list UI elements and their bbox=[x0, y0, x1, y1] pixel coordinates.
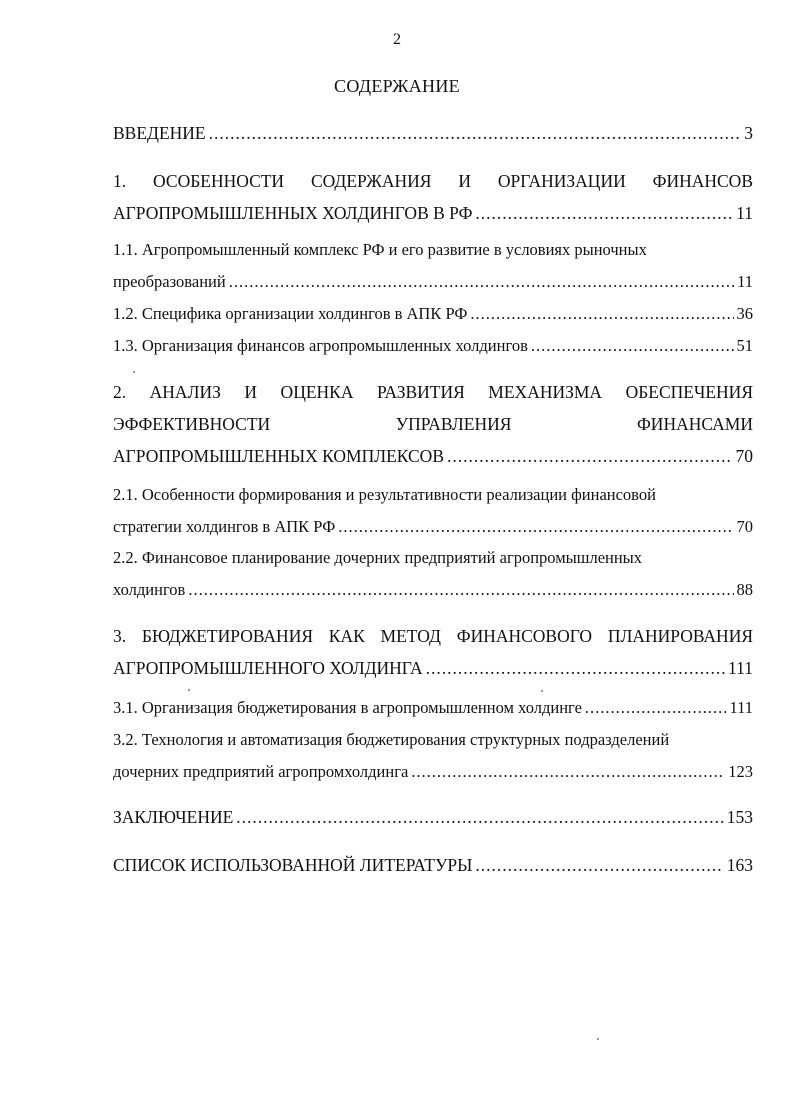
toc-entry-line: 1. ОСОБЕННОСТИ СОДЕРЖАНИЯ И ОРГАНИЗАЦИИ ФИНАНСОВ bbox=[113, 171, 753, 191]
toc-entry-section-2-1[interactable] bbox=[113, 479, 753, 543]
toc-entry-introduction[interactable] bbox=[113, 117, 753, 149]
toc-entry-references[interactable] bbox=[113, 849, 753, 881]
toc-entry-line: ЭФФЕКТИВНОСТИ УПРАВЛЕНИЯ ФИНАНСАМИ bbox=[113, 414, 753, 434]
toc-page-number: 123 bbox=[728, 762, 753, 781]
dot-leader bbox=[229, 266, 734, 298]
toc-page-number: 3 bbox=[744, 123, 753, 143]
toc-entry-section-1-2[interactable] bbox=[113, 298, 753, 330]
dot-leader bbox=[188, 574, 733, 606]
toc-page-number: 11 bbox=[737, 272, 753, 291]
page-title: СОДЕРЖАНИЕ bbox=[334, 76, 460, 96]
dot-leader bbox=[470, 298, 733, 330]
dot-leader bbox=[585, 692, 727, 724]
toc-page-number: 70 bbox=[736, 517, 753, 536]
toc-entry-chapter-2[interactable] bbox=[113, 376, 753, 472]
dot-leader bbox=[209, 117, 742, 149]
toc-page-number: 111 bbox=[729, 698, 753, 717]
toc-entry-label: холдингов bbox=[113, 580, 186, 599]
dot-leader bbox=[475, 849, 723, 881]
toc-entry-label: 1.2. Специфика организации холдингов в АПК РФ bbox=[113, 304, 468, 323]
toc-entry-label: СПИСОК ИСПОЛЬЗОВАННОЙ ЛИТЕРАТУРЫ bbox=[113, 855, 473, 875]
dot-leader bbox=[447, 440, 733, 472]
toc-page-number: 153 bbox=[726, 807, 753, 827]
toc-entry-section-2-2[interactable] bbox=[113, 542, 753, 606]
toc-entry-line: 2. АНАЛИЗ И ОЦЕНКА РАЗВИТИЯ МЕХАНИЗМА ОБЕСПЕЧЕНИЯ bbox=[113, 382, 753, 402]
toc-entry-chapter-3[interactable] bbox=[113, 620, 753, 684]
toc-entry-label: ЗАКЛЮЧЕНИЕ bbox=[113, 807, 234, 827]
toc-entry-section-1-3[interactable] bbox=[113, 330, 753, 362]
toc-entry-label: 1.3. Организация финансов агропромышленных холдингов bbox=[113, 336, 528, 355]
toc-entry-section-3-1[interactable] bbox=[113, 692, 753, 724]
toc-page-number: 11 bbox=[736, 203, 753, 223]
toc-entry-label: АГРОПРОМЫШЛЕННОГО ХОЛДИНГА bbox=[113, 658, 423, 678]
scan-speck bbox=[597, 1038, 599, 1040]
toc-entry-section-1-1[interactable] bbox=[113, 234, 753, 298]
dot-leader bbox=[475, 197, 733, 229]
scan-speck bbox=[188, 689, 190, 691]
toc-entry-label: ВВЕДЕНИЕ bbox=[113, 123, 206, 143]
toc-entry-section-3-2[interactable] bbox=[113, 724, 753, 788]
toc-entry-label: преобразований bbox=[113, 272, 226, 291]
page-number: 2 bbox=[393, 31, 401, 48]
toc-page-number: 163 bbox=[726, 855, 753, 875]
toc-entry-line: 3. БЮДЖЕТИРОВАНИЯ КАК МЕТОД ФИНАНСОВОГО ПЛАНИРОВАНИЯ bbox=[113, 626, 753, 646]
toc-page-number: 88 bbox=[736, 580, 753, 599]
dot-leader bbox=[236, 801, 723, 833]
toc-entry-line: 1.1. Агропромышленный комплекс РФ и его развитие в условиях рыночных bbox=[113, 240, 647, 259]
toc-entry-line: 3.2. Технология и автоматизация бюджетирования структурных подразделений bbox=[113, 730, 670, 749]
dot-leader bbox=[411, 756, 725, 788]
toc-entry-conclusion[interactable] bbox=[113, 801, 753, 833]
dot-leader bbox=[338, 511, 733, 543]
toc-entry-chapter-1[interactable] bbox=[113, 165, 753, 229]
scan-speck bbox=[541, 690, 543, 692]
toc-page-number: 70 bbox=[735, 446, 753, 466]
toc-entry-line: 2.1. Особенности формирования и результативности реализации финансовой bbox=[113, 485, 656, 504]
toc-entry-label: стратегии холдингов в АПК РФ bbox=[113, 517, 336, 536]
toc-entry-label: дочерних предприятий агропромхолдинга bbox=[113, 762, 409, 781]
toc-page-number: 36 bbox=[736, 304, 753, 323]
dot-leader bbox=[426, 652, 725, 684]
dot-leader bbox=[531, 330, 734, 362]
toc-page-number: 51 bbox=[736, 336, 753, 355]
scan-speck bbox=[133, 371, 135, 373]
toc-entry-label: АГРОПРОМЫШЛЕННЫХ ХОЛДИНГОВ В РФ bbox=[113, 203, 473, 223]
toc-page-number: 111 bbox=[728, 658, 753, 678]
toc-entry-line: 2.2. Финансовое планирование дочерних предприятий агропромышленных bbox=[113, 548, 643, 567]
toc-entry-label: 3.1. Организация бюджетирования в агропромышленном холдинге bbox=[113, 698, 582, 717]
toc-entry-label: АГРОПРОМЫШЛЕННЫХ КОМПЛЕКСОВ bbox=[113, 446, 444, 466]
